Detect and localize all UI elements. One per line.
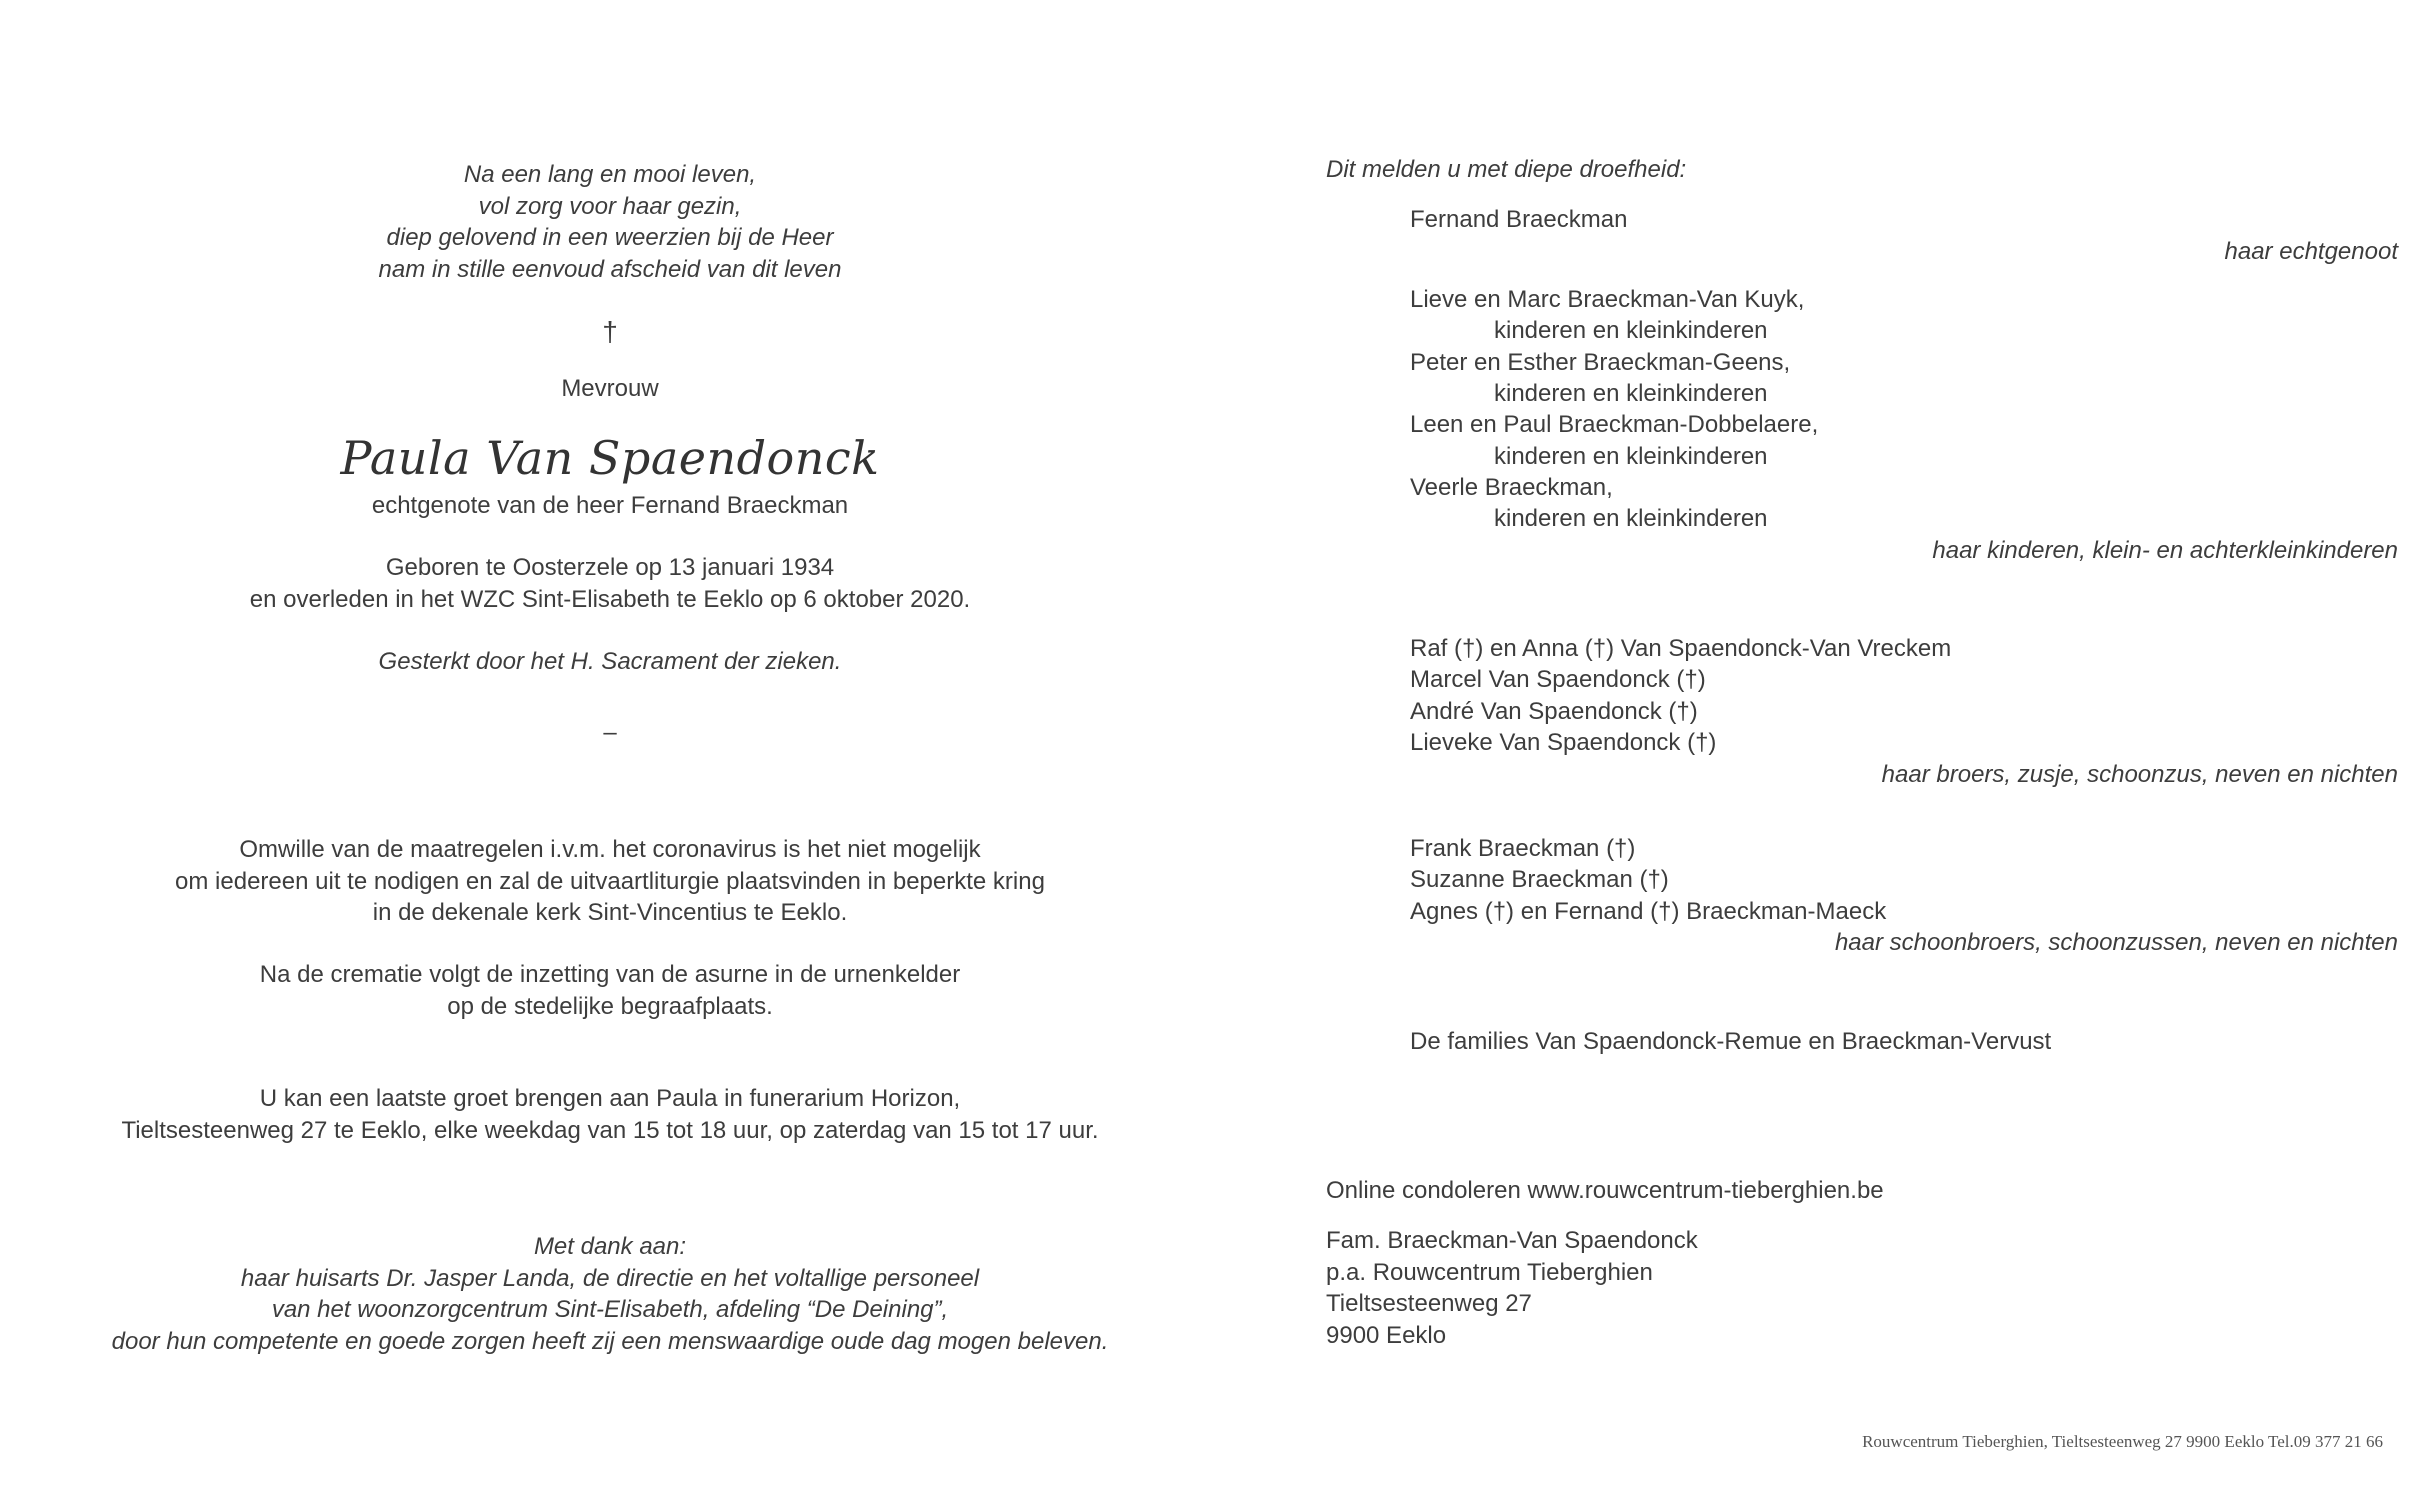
child-family: Leen en Paul Braeckman-Dobbelaere,	[1410, 411, 1819, 438]
inlaw-line: Agnes (†) en Fernand (†) Braeckman-Maeck	[1410, 898, 1887, 925]
child-descendants: kinderen en kleinkinderen	[1494, 380, 1768, 407]
children-role: haar kinderen, klein- en achterkleinkinderen	[1932, 537, 2398, 564]
salutation: Mevrouw	[561, 375, 659, 402]
thanks-line: haar huisarts Dr. Jasper Landa, de directie en het voltallige personeel	[240, 1264, 980, 1292]
visit-notice	[0, 1083, 1220, 1146]
child-family: Lieve en Marc Braeckman-Van Kuyk,	[1410, 286, 1805, 313]
birth-line: Geboren te Oosterzele op 13 januari 1934	[385, 554, 835, 581]
spouse-line: echtgenote van de heer Fernand Braeckman	[371, 492, 849, 519]
intro-verse	[0, 159, 1220, 285]
siblings-role: haar broers, zusje, schoonzus, neven en nichten	[1881, 761, 2398, 788]
sibling-line: Lieveke Van Spaendonck (†)	[1410, 729, 1717, 756]
husband-name: Fernand Braeckman	[1410, 206, 1628, 233]
deceased-name: Paula Van Spaendonck	[340, 431, 880, 485]
cross-icon: †	[602, 316, 618, 347]
online-condolence: Online condoleren www.rouwcentrum-tieberghien.be	[1326, 1177, 1884, 1204]
cremation-line: op de stedelijke begraafplaats.	[447, 992, 773, 1020]
funeral-home-footer: Rouwcentrum Tieberghien, Tieltsesteenweg 27 9900 Eeklo Tel.09 377 21 66	[1862, 1432, 2383, 1451]
inlaw-line: Frank Braeckman (†)	[1410, 835, 1636, 862]
inlaws-role: haar schoonbroers, schoonzussen, neven en nichten	[1834, 929, 2398, 956]
announcement-heading: Dit melden u met diepe droefheid:	[1326, 156, 1687, 183]
thanks-line: door hun competente en goede zorgen heeft zij een menswaardige oude dag mogen beleven.	[111, 1327, 1109, 1355]
address-line: Fam. Braeckman-Van Spaendonck	[1326, 1227, 1698, 1254]
child-family: Peter en Esther Braeckman-Geens,	[1410, 349, 1791, 376]
sibling-line: Marcel Van Spaendonck (†)	[1410, 666, 1706, 693]
families-line: De families Van Spaendonck-Remue en Braeckman-Vervust	[1410, 1028, 2052, 1055]
corona-line: om iedereen uit te nodigen en zal de uitvaartliturgie plaatsvinden in beperkte kring	[175, 867, 1045, 895]
sacrament-line: Gesterkt door het H. Sacrament der zieken.	[378, 648, 842, 675]
intro-line: Na een lang en mooi leven,	[463, 161, 757, 188]
separator: –	[603, 719, 617, 746]
thanks-notice	[0, 1231, 1220, 1357]
husband-role: haar echtgenoot	[2224, 238, 2398, 265]
corona-notice	[0, 834, 1220, 929]
life-dates	[0, 552, 1220, 615]
visit-line: Tieltsesteenweg 27 te Eeklo, elke weekdag van 15 tot 18 uur, op zaterdag van 15 tot 17 uur.	[121, 1116, 1099, 1144]
child-descendants: kinderen en kleinkinderen	[1494, 443, 1768, 470]
child-descendants: kinderen en kleinkinderen	[1494, 317, 1768, 344]
sibling-line: Raf (†) en Anna (†) Van Spaendonck-Van Vreckem	[1410, 635, 1952, 662]
corona-line: Omwille van de maatregelen i.v.m. het coronavirus is het niet mogelijk	[239, 836, 981, 863]
postal-address	[1326, 1225, 1698, 1351]
death-line: en overleden in het WZC Sint-Elisabeth te Eeklo op 6 oktober 2020.	[249, 585, 971, 613]
child-descendants: kinderen en kleinkinderen	[1494, 505, 1768, 532]
intro-line: diep gelovend in een weerzien bij de Heer	[386, 224, 834, 251]
intro-line: nam in stille eenvoud afscheid van dit leven	[378, 255, 842, 283]
address-line: Tieltsesteenweg 27	[1326, 1290, 1532, 1317]
thanks-line: van het woonzorgcentrum Sint-Elisabeth, afdeling “De Deining”,	[271, 1296, 949, 1323]
inlaw-line: Suzanne Braeckman (†)	[1410, 866, 1669, 893]
visit-line: U kan een laatste groet brengen aan Paula in funerarium Horizon,	[259, 1085, 961, 1112]
sibling-line: André Van Spaendonck (†)	[1410, 698, 1698, 725]
intro-line: vol zorg voor haar gezin,	[478, 192, 742, 220]
address-line: p.a. Rouwcentrum Tieberghien	[1326, 1258, 1653, 1286]
corona-line: in de dekenale kerk Sint-Vincentius te Eeklo.	[372, 899, 848, 926]
child-family: Veerle Braeckman,	[1410, 474, 1613, 501]
thanks-heading: Met dank aan:	[533, 1233, 687, 1260]
cremation-notice	[0, 959, 1220, 1022]
cremation-line: Na de crematie volgt de inzetting van de asurne in de urnenkelder	[259, 961, 961, 988]
address-line: 9900 Eeklo	[1326, 1321, 1447, 1349]
